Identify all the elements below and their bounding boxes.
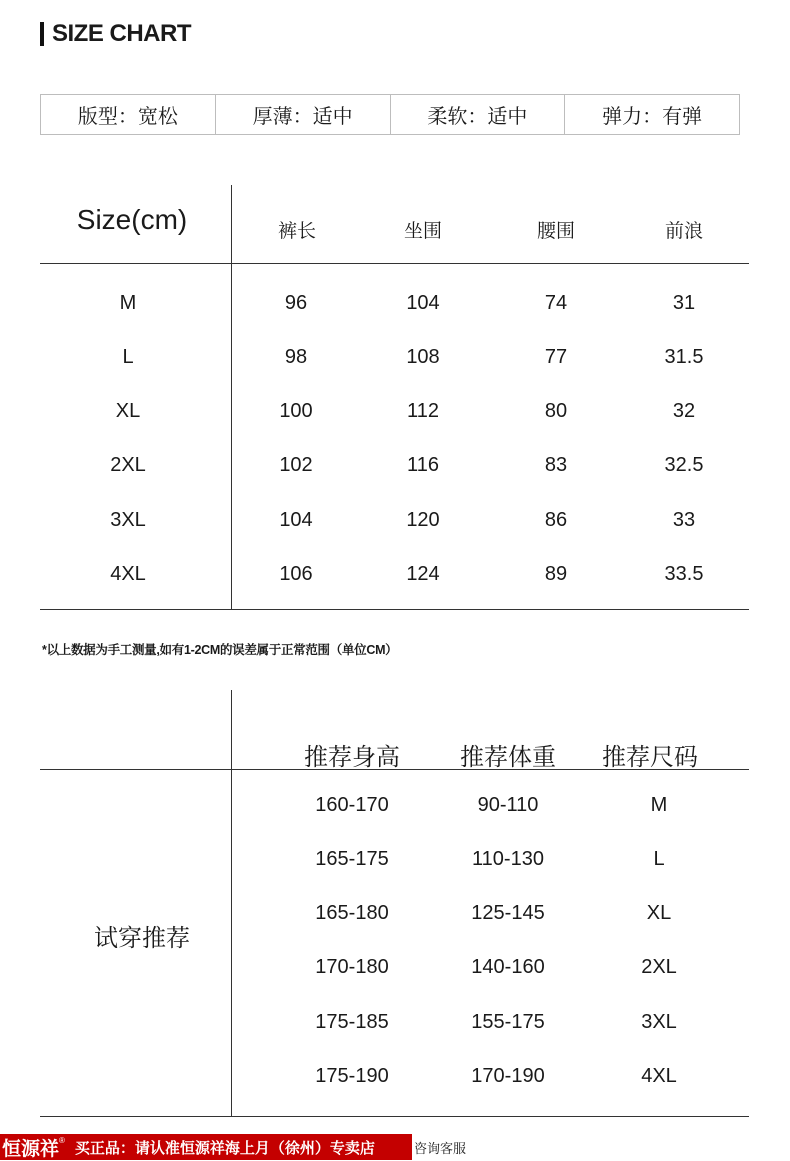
weight-cell: 125-145 — [471, 902, 545, 924]
size-value-cell: 86 — [544, 509, 568, 531]
attribute-box — [40, 94, 740, 135]
size-value-cell: 106 — [279, 563, 313, 585]
height-cell: 170-180 — [315, 956, 389, 978]
size-unit-label: Size(cm) — [76, 204, 188, 235]
size-value-cell: 98 — [284, 346, 308, 368]
recommend-table-bottom-line — [40, 1116, 749, 1117]
size-value-cell: 32.5 — [664, 454, 704, 476]
size-value-cell: 33.5 — [664, 563, 704, 585]
recommend-table-divider — [231, 690, 232, 1117]
size-value-cell: 74 — [544, 292, 568, 314]
header-front-rise: 前浪 — [664, 221, 704, 242]
size-cell: 4XL — [641, 1065, 677, 1087]
customer-service-text: 咨询客服 — [414, 1141, 467, 1156]
weight-cell: 140-160 — [471, 956, 545, 978]
header-weight: 推荐体重 — [460, 744, 556, 771]
header-waist: 腰围 — [536, 221, 576, 242]
size-value-cell: 124 — [406, 563, 440, 585]
size-value-cell: 33 — [672, 509, 696, 531]
size-value-cell: 104 — [406, 292, 440, 314]
page-title: SIZE CHART — [52, 20, 191, 47]
size-value-cell: 108 — [406, 346, 440, 368]
attr-softness: 柔软：适中 — [391, 95, 566, 134]
size-value-cell: 31.5 — [664, 346, 704, 368]
size-value-cell: 112 — [407, 400, 439, 422]
size-cell: 2XL — [110, 454, 146, 476]
size-value-cell: 77 — [544, 346, 568, 368]
height-cell: 175-190 — [315, 1065, 389, 1087]
header-hip: 坐围 — [403, 221, 443, 242]
size-cell: 3XL — [641, 1011, 677, 1033]
size-table-bottom-line — [40, 609, 749, 610]
authenticity-notice: 买正品：请认准恒源祥海上月（徐州）专卖店 — [74, 1139, 375, 1157]
measurement-note: *以上数据为手工测量,如有1-2CM的误差属于正常范围（单位CM） — [42, 643, 398, 657]
size-cell: M — [650, 794, 668, 816]
size-value-cell: 100 — [279, 400, 313, 422]
size-value-cell: 83 — [544, 454, 568, 476]
attr-thickness: 厚薄：适中 — [216, 95, 391, 134]
height-cell: 175-185 — [315, 1011, 389, 1033]
size-cell: 4XL — [110, 563, 146, 585]
size-cell: XL — [115, 400, 141, 422]
size-value-cell: 31 — [672, 292, 696, 314]
title-accent-bar — [40, 22, 44, 46]
size-cell: 2XL — [641, 956, 677, 978]
size-value-cell: 104 — [279, 509, 313, 531]
header-size: 推荐尺码 — [602, 744, 698, 771]
size-table-header-line — [40, 263, 749, 264]
weight-cell: 155-175 — [471, 1011, 545, 1033]
header-height: 推荐身高 — [304, 744, 400, 771]
height-cell: 165-180 — [315, 902, 389, 924]
registered-mark: ® — [59, 1135, 65, 1145]
size-value-cell: 96 — [284, 292, 308, 314]
size-cell: M — [119, 292, 137, 314]
brand-logo: 恒源祥 — [2, 1138, 60, 1160]
weight-cell: 170-190 — [471, 1065, 545, 1087]
weight-cell: 110-130 — [472, 848, 544, 870]
size-cell: 3XL — [110, 509, 146, 531]
size-cell: L — [653, 848, 665, 870]
size-value-cell: 120 — [406, 509, 440, 531]
size-cell: L — [122, 346, 134, 368]
brand-banner — [0, 1134, 412, 1160]
header-pants-length: 裤长 — [277, 221, 317, 242]
attr-elasticity: 弹力：有弹 — [602, 106, 703, 128]
size-value-cell: 32 — [672, 400, 696, 422]
attr-fit: 版型：宽松 — [41, 95, 216, 134]
size-value-cell: 102 — [279, 454, 313, 476]
size-value-cell: 89 — [544, 563, 568, 585]
height-cell: 165-175 — [315, 848, 389, 870]
size-value-cell: 80 — [544, 400, 568, 422]
height-cell: 160-170 — [315, 794, 389, 816]
weight-cell: 90-110 — [477, 794, 539, 816]
try-on-label: 试穿推荐 — [94, 925, 190, 952]
size-cell: XL — [646, 902, 672, 924]
size-value-cell: 116 — [407, 454, 439, 476]
size-table-divider — [231, 185, 232, 610]
